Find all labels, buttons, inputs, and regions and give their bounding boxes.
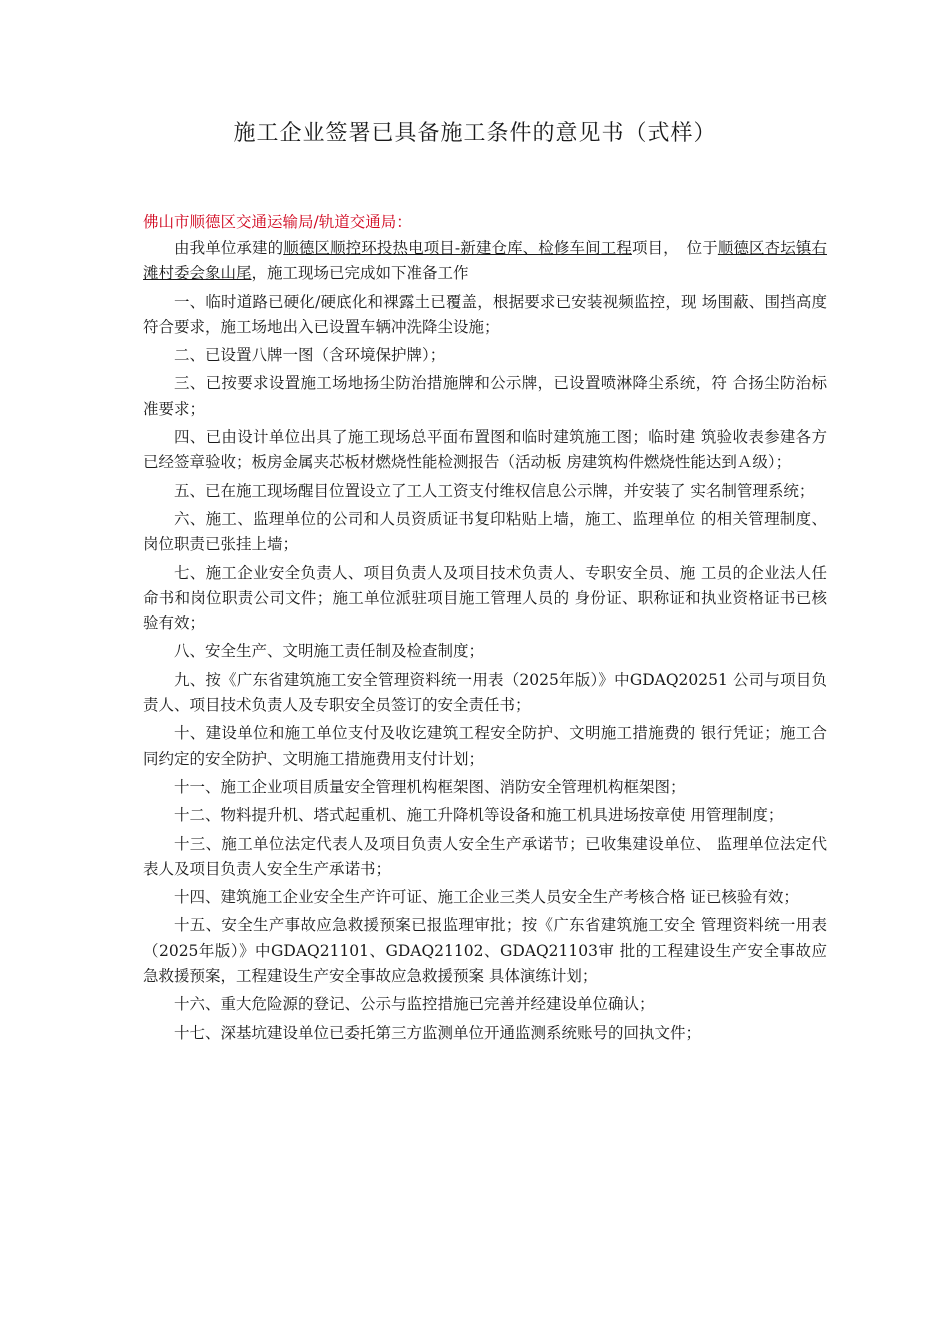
- item-2: 二、已设置八牌一图（含环境保护牌）；: [174, 346, 446, 365]
- item-3: 三、已按要求设置施工场地扬尘防治措施牌和公示牌，已设置喷淋降尘系统，符 合扬尘防治标准要求；: [143, 374, 827, 418]
- item-14: 十四、建筑施工企业安全生产许可证、施工企业三类人员安全生产考核合格 证已核验有效；: [174, 888, 799, 907]
- item-13: 十三、施工单位法定代表人及项目负责人安全生产承诺节；已收集建设单位、 监理单位法定代表人及项目负责人安全生产承诺书；: [143, 834, 827, 878]
- document-body: [143, 210, 827, 1049]
- item-8: 八、安全生产、文明施工责任制及检查制度；: [174, 642, 485, 661]
- item-6: 六、施工、监理单位的公司和人员资质证书复印粘贴上墙，施工、监理单位 的相关管理制度、岗位职责已张挂上墙；: [143, 509, 827, 554]
- project-location: 顺德区杏坛镇右滩村委会象山尾: [143, 239, 827, 283]
- intro-text-2: 项目， 位于: [631, 239, 718, 257]
- item-15: 十五、安全生产事故应急救援预案已报监理审批；按《广东省建筑施工安全 管理资料统一用表（2025年版）》中GDAQ21101、GDAQ21102、GDAQ21103审 批的工程建设生产安全事故应急救援预案，工程建设生产安全事故应急救援预案 具体演练计划；: [143, 916, 827, 986]
- item-11: 十一、施工企业项目质量安全管理机构框架图、消防安全管理机构框架图；: [174, 777, 686, 796]
- intro-paragraph: [143, 236, 827, 287]
- addressee: 佛山市顺德区交通运输局/轨道交通局：: [143, 213, 412, 231]
- item-16: 十六、重大危险源的登记、公示与监控措施已完善并经建设单位确认；: [174, 995, 655, 1014]
- item-7: 七、施工企业安全负责人、项目负责人及项目技术负责人、专职安全员、施 工员的企业法人任命书和岗位职责公司文件；施工单位派驻项目施工管理人员的 身份证、职称证和执业资格证书已核验有效；: [143, 563, 827, 633]
- project-name: 顺德区顺控环投热电项目-新建仓库、检修车间工程: [283, 239, 632, 257]
- item-5: 五、已在施工现场醒目位置设立了工人工资支付维权信息公示牌，并安装了 实名制管理系统；: [174, 481, 815, 500]
- intro-text-1: 由我单位承建的: [174, 239, 284, 257]
- item-17: 十七、深基坑建设单位已委托第三方监测单位开通监测系统账号的回执文件；: [174, 1023, 702, 1042]
- item-1: 一、临时道路已硬化/硬底化和裸露土已覆盖，根据要求已安装视频监控，现 场围蔽、围挡高度符合要求，施工场地出入已设置车辆冲洗降尘设施；: [143, 292, 827, 336]
- document-title: 施工企业签署已具备施工条件的意见书（式样）: [233, 121, 717, 146]
- item-4: 四、已由设计单位出具了施工现场总平面布置图和临时建筑施工图；临时建 筑验收表参建各方已经签章验收；板房金属夹芯板材燃烧性能检测报告（活动板 房建筑构件燃烧性能达到Ａ级）；: [143, 428, 827, 472]
- item-9: 九、按《广东省建筑施工安全管理资料统一用表（2025年版）》中GDAQ20251 公司与项目负责人、项目技术负责人及专职安全员签订的安全责任书；: [143, 670, 827, 715]
- item-12: 十二、物料提升机、塔式起重机、施工升降机等设备和施工机具进场按章使 用管理制度；: [174, 806, 784, 825]
- intro-text-3: ，施工现场已完成如下准备工作: [251, 264, 469, 283]
- item-10: 十、建设单位和施工单位支付及收讫建筑工程安全防护、文明施工措施费的 银行凭证；施工合同约定的安全防护、文明施工措施费用支付计划；: [143, 724, 827, 768]
